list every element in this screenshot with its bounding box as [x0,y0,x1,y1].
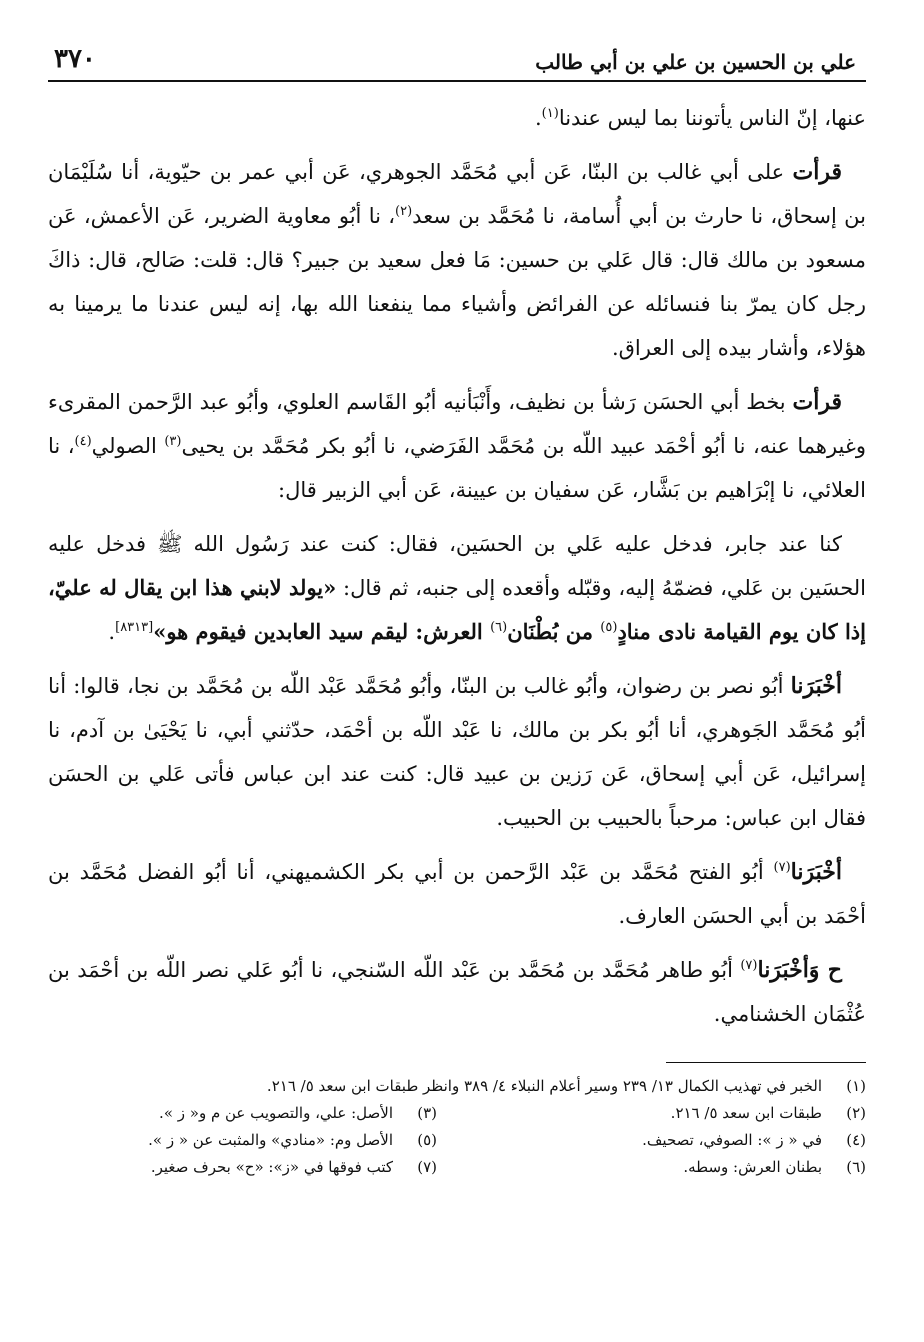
paragraph-end: . [534,106,542,130]
footnote-text: بطنان العرش: وسطه. [683,1158,822,1176]
footnote-text: الأصل: علي، والتصويب عن م و« ز ». [159,1104,393,1122]
page-number: ٣٧٠ [54,44,96,74]
paragraph-7 [48,948,866,1036]
paragraph-1 [48,96,866,140]
running-title: علي بن الحسين بن علي بن أبي طالب [535,50,856,74]
footnote-number: (٦) [846,1158,866,1176]
footnote-ref: (٥) [600,620,618,635]
paragraph-text: عنها، إنّ الناس يأتوننا بما ليس عندنا [558,106,866,130]
footnote-text: طبقات ابن سعد ٥/ ٢١٦. [670,1104,822,1122]
footnote-text: في « ز »: الصوفي، تصحيف. [642,1131,822,1149]
footnote-ref: (٧) [740,958,758,973]
footnote-number: (٢) [846,1104,866,1122]
main-text [48,96,866,1036]
footnote-5 [48,1127,437,1154]
hadith-number: [٨٣١٣] [115,620,154,635]
hadith-text: من بُطْنَان [507,619,601,644]
footnote-text: الخبر في تهذيب الكمال ١٣/ ٢٣٩ وسير أعلام النبلاء ٤/ ٣٨٩ وانظر طبقات ابن سعد ٥/ ٢١٦. [266,1077,822,1095]
paragraph-text: الصولي [91,434,165,458]
paragraph-end: . [108,620,116,644]
paragraph-2 [48,150,866,370]
footnote-number: (٥) [417,1131,437,1149]
footnote-number: (٣) [417,1104,437,1122]
footnote-number: (٧) [417,1158,437,1176]
paragraph-lead-word: قرأت [792,389,842,415]
footnote-ref: (٤) [74,434,92,449]
paragraph-text: أبُو طاهر مُحَمَّد بن مُحَمَّد بن عَبْد اللّه السّنجي، نا أبُو عَلي نصر اللّه بن أحْمَد بن عُثْمَان الخشنامي. [48,958,866,1026]
paragraph-text: ، نا أبُو معاوية الضرير، عَن الأعمش، عَن مسعود بن مالك قال: قال عَلي بن حسين: مَا فعل سعيد بن جبير؟ قال: قلت: صَالح، قال: ذاكَ رجل كان يمرّ بنا فنسائله عن الفرائض وأشياء مما ينفعنا الله بها، إنه ليس عندنا ما يرمينا به هؤلاء، وأشار بيده إلى العراق. [48,204,866,360]
paragraph-lead-word: قرأت [792,159,842,185]
footnote-text: الأصل وم: «منادي» والمثبت عن « ز ». [148,1131,393,1149]
footnote-ref: (٣) [164,434,182,449]
footnote-2 [477,1100,866,1127]
hadith-text: العرش: ليقم سيد العابدين فيقوم هو» [153,619,491,644]
paragraph-text: أبُو نصر بن رضوان، وأبُو غالب بن البنّا، وأبُو مُحَمَّد عَبْد اللّه بن مُحَمَّد بن نجا، قالوا: أنا أبُو مُحَمَّد الجَوهري، أنا أبُو بكر بن مالك، نا عَبْد اللّه بن أحْمَد، حدّثني أبي، نا يَحْيَىٰ بن آدم، نا إسرائيل، عَن أبي إسحاق، عَن رَزين بن عبيد قال: كنت عند ابن عباس فأتى عَلي بن الحسَن فقال ابن عباس: مرحباً بالحبيب بن الحبيب. [48,674,866,830]
book-page [48,38,866,1308]
paragraph-text: كنا عند جابر، فدخل عليه عَلي بن الحسَين، فقال: كنت عند رَسُول الله ﷺ فدخل عليه الحسَين بن عَلي، فضمّهُ إليه، وقبّله وأقعده إلى جنبه، ثم قال: [48,532,866,600]
footnote-ref: (٧) [773,860,791,875]
paragraph-5 [48,664,866,840]
hadith-text: «يولد لابني هذا ابن يقال له عليّ، إذا كان يوم القيامة نادى منادٍ [48,575,866,644]
footnote-separator [666,1062,866,1063]
footnote-6 [477,1154,866,1181]
footnote-4 [477,1127,866,1154]
footnote-ref: (١) [541,106,559,121]
footnote-number: (٤) [846,1131,866,1149]
footnotes [48,1073,866,1181]
paragraph-text: على أبي غالب بن البنّا، عَن أبي مُحَمَّد الجوهري، عَن أبي عمر بن حيّوية، أنا سُلَيْمَان بن إسحاق، نا حارث بن أبي أُسامة، نا مُحَمَّد بن سعد [48,160,866,228]
paragraph-text: ، نا العلائي، نا إبْرَاهيم بن بَشَّار، عَن سفيان بن عيينة، عَن أبي الزبير قال: [48,434,866,502]
footnote-ref: (٦) [490,620,508,635]
footnote-1 [48,1073,866,1100]
paragraph-6 [48,850,866,938]
footnote-number: (١) [846,1077,866,1095]
paragraph-lead-word: أخْبَرَنا [790,859,842,885]
paragraph-text: أبُو الفتح مُحَمَّد بن عَبْد الرَّحمن بن أبي بكر الكشميهني، أنا أبُو الفضل مُحَمَّد بن أحْمَد بن أبي الحسَن العارف. [48,860,866,928]
page-header [48,38,866,82]
paragraph-lead-word: أخْبَرَنا [790,673,842,699]
paragraph-3 [48,380,866,512]
footnote-3 [48,1100,437,1127]
paragraph-4 [48,522,866,654]
footnote-columns [48,1100,866,1181]
footnote-7 [48,1154,437,1181]
footnote-text: كتب فوقها في «ز»: «ح» بحرف صغير. [150,1158,393,1176]
footnote-ref: (٢) [395,204,413,219]
paragraph-text: بخط أبي الحسَن رَشأ بن نظيف، وأَنْبَأنيه أبُو القَاسم العلوي، وأبُو عبد الرَّحمن المقرىء وغيرهما عنه، نا أبُو أحْمَد عبيد اللّه بن مُحَمَّد الفَرَضي، نا أبُو بكر مُحَمَّد بن يحيى [48,390,866,458]
paragraph-lead-word: ح وَأخْبَرَنا [757,957,842,983]
